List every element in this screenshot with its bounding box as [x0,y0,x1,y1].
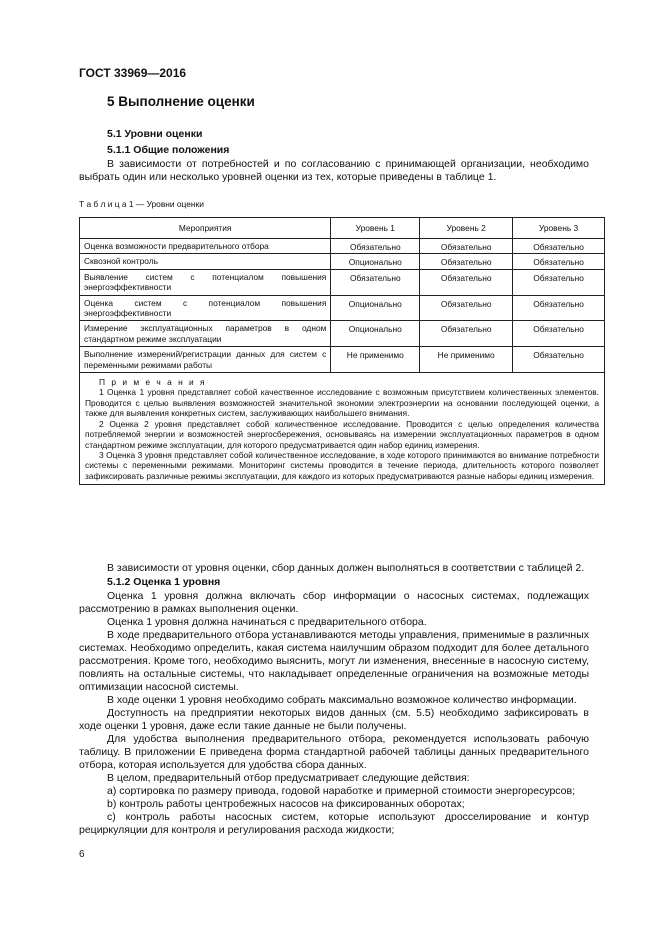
body-paragraph: Оценка 1 уровня должна включать сбор информации о насосных системах, подлежащих рассмотрению в рамках выполнения оценки. [79,590,589,615]
document-header: ГОСТ 33969—2016 [79,66,187,80]
table-notes-row [80,373,605,485]
list-item: c) контроль работы насосных систем, которые используют дросселирование и контур рециркуляции для контроля и регулирования расхода жидкости; [79,811,589,836]
table-row [80,239,605,254]
table-header-row [80,218,605,239]
table-row [80,321,605,347]
table-cell: Обязательно [420,269,513,295]
table-cell: Опционально [331,295,420,321]
table-cell: Обязательно [331,269,420,295]
table-caption: Т а б л и ц а 1 — Уровни оценки [79,199,204,209]
column-header: Уровень 3 [513,218,605,239]
body-paragraph: Оценка 1 уровня должна начинаться с предварительного отбора. [107,616,427,628]
subsection-general-heading: 5.1.1 Общие положения [107,144,230,156]
table-cell: Обязательно [513,239,605,254]
table-cell: Выявление систем с потенциалом повышения энергоэффективности [80,269,331,295]
body-paragraph: В ходе предварительного отбора устанавливаются методы управления, применимые в различных системах. Необходимо определить, какая система наилучшим образом подходит для более детального рассмотрения. Кроме того, необходимо выяснить, могут ли изменения, внесенные в насосную систему, повлиять на остальные системы, что накладывает определенные ограничения на возможные методы оптимизации насосной системы. [79,629,589,693]
table-cell: Обязательно [420,254,513,269]
table-cell: Опционально [331,321,420,347]
body-paragraph: В ходе оценки 1 уровня необходимо собрать максимально возможное количество информации. [107,694,577,706]
table-cell: Обязательно [420,239,513,254]
table-cell: Обязательно [331,239,420,254]
table-cell: Обязательно [513,254,605,269]
column-header: Уровень 2 [420,218,513,239]
subsection-levels-heading: 5.1 Уровни оценки [107,128,203,140]
note-item: 3 Оценка 3 уровня представляет собой количественное исследование, в ходе которого принимаются во внимание потребности системы с переменными режимами. Мониторинг системы проводится в течение периода, длительность которого позволяет зафиксировать различные режимы эксплуатации, для каждого из которых предусматриваются разные наборы единиц измерения. [85,449,599,481]
table-cell: Измерение эксплуатационных параметров в одном стандартном режиме эксплуатации [80,321,331,347]
collection-paragraph: В зависимости от уровня оценки, сбор данных должен выполняться в соответствии с таблицей 2. [107,562,585,574]
table-cell: Обязательно [513,347,605,373]
section-title: 5 Выполнение оценки [107,94,255,109]
body-paragraph: Доступность на предприятии некоторых видов данных (см. 5.5) необходимо зафиксировать в ходе оценки 1 уровня, даже если такие данные не были получены. [79,707,589,732]
table-cell: Выполнение измерений/регистрации данных для систем с переменными режимами работы [80,347,331,373]
table-notes [80,373,605,485]
notes-title: П р и м е ч а н и я [99,377,207,388]
list-item: а) сортировка по размеру привода, годовой наработке и примерной стоимости энергоресурсов; [107,785,575,797]
table-row [80,254,605,269]
page-number: 6 [79,849,85,860]
table-cell: Опционально [331,254,420,269]
table-cell: Обязательно [420,295,513,321]
levels-table [79,217,605,485]
list-item: b) контроль работы центробежных насосов на фиксированных оборотах; [107,798,465,810]
column-header: Мероприятия [80,218,331,239]
table-cell: Не применимо [331,347,420,373]
table-row [80,347,605,373]
table-row [80,295,605,321]
table-row [80,269,605,295]
table-cell: Оценка возможности предварительного отбора [80,239,331,254]
table-cell: Обязательно [513,269,605,295]
table-cell: Не применимо [420,347,513,373]
table-cell: Сквозной контроль [80,254,331,269]
column-header: Уровень 1 [331,218,420,239]
note-item: 2 Оценка 2 уровня представляет собой количественное исследование. Проводится с целью определения количества потребляемой энергии и возможностей энергосбережения, основываясь на измерении эксплуатационных параметров в одном стандартном режиме эксплуатации, для которого предусматривается один набор единиц измерения. [85,418,599,450]
body-paragraph: Для удобства выполнения предварительного отбора, рекомендуется использовать рабочую таблицу. В приложении Е приведена форма стандартной рабочей таблицы данных предварительного отбора, которая используется для удобства сбора данных. [79,733,589,771]
body-paragraph: В целом, предварительный отбор предусматривает следующие действия: [107,772,470,784]
subsection-level1-heading: 5.1.2 Оценка 1 уровня [107,576,221,588]
note-item: 1 Оценка 1 уровня представляет собой качественное исследование с возможным присутствием количественных элементов. Проводится с целью выявления возможностей значительной экономии электроэнергии на основании последующей оценки, а также для выявления конкретных систем, заслуживающих наибольшего внимания. [85,387,599,419]
table-cell: Оценка систем с потенциалом повышения энергоэффективности [80,295,331,321]
level1-body [79,590,589,837]
intro-paragraph: В зависимости от потребностей и по согласованию с принимающей организации, необходимо выбрать один или несколько уровней оценки из тех, которые приведены в таблице 1. [79,158,589,183]
table-cell: Обязательно [513,295,605,321]
table-cell: Обязательно [513,321,605,347]
table-cell: Обязательно [420,321,513,347]
